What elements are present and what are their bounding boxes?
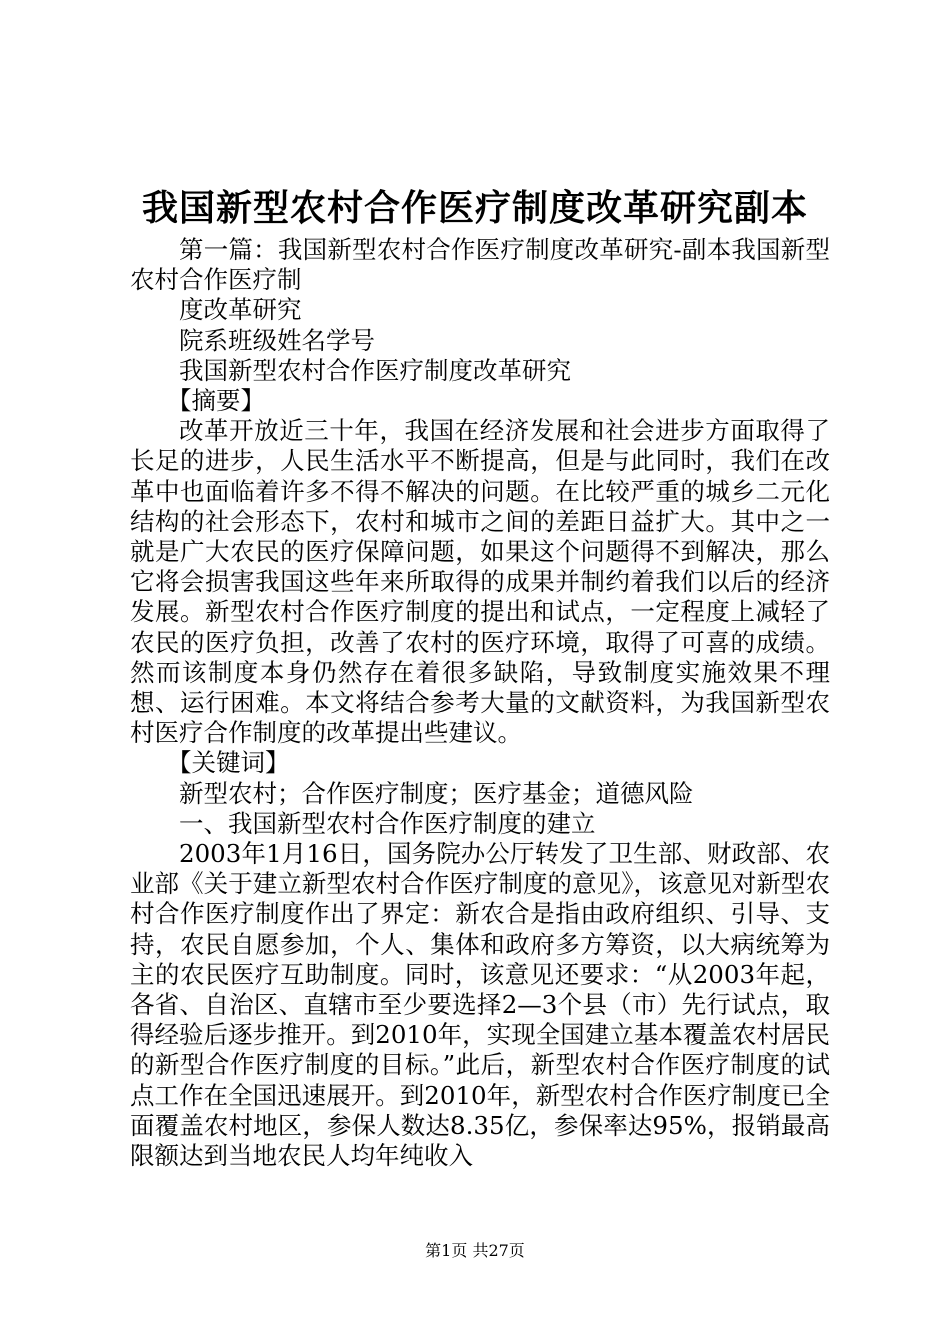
paragraph-subtitle: 我国新型农村合作医疗制度改革研究 [179, 355, 571, 385]
page-footer: 第1页 共27页 [425, 1241, 525, 1260]
document-title: 我国新型农村合作医疗制度改革研究副本 [141, 187, 808, 229]
heading-abstract: 【摘要】 [167, 386, 265, 416]
paragraph-intro: 第一篇：我国新型农村合作医疗制度改革研究-副本我国新型农村合作医疗制 [130, 235, 830, 295]
paragraph-abstract: 改革开放近三十年，我国在经济发展和社会进步方面取得了长足的进步，人民生活水平不断提高，但是与此同时，我们在改革中也面临着许多不得不解决的问题。在比较严重的城乡二元化结构的社会形态下，农村和城市之间的差距日益扩大。其中之一就是广大农民的医疗保障问题，如果这个问题得不到解决，那么它将会损害我国这些年来所取得的成果并制约着我们以后的经济发展。新型农村合作医疗制度的提出和试点，一定程度上减轻了农民的医疗负担，改善了农村的医疗环境，取得了可喜的成绩。然而该制度本身仍然存在着很多缺陷，导致制度实施效果不理想、运行困难。本文将结合参考大量的文献资料，为我国新型农村医疗合作制度的改革提出些建议。 [130, 416, 830, 748]
paragraph-section-1: 2003年1月16日，国务院办公厅转发了卫生部、财政部、农业部《关于建立新型农村合作医疗制度的意见》，该意见对新型农村合作医疗制度作出了界定：新农合是指由政府组织、引导、支持，农民自愿参加，个人、集体和政府多方筹资，以大病统筹为主的农民医疗互助制度。同时，该意见还要求：“从2003年起，各省、自治区、直辖市至少要选择2—3个县（市）先行试点，取得经验后逐步推开。到2010年，实现全国建立基本覆盖农村居民的新型合作医疗制度的目标。”此后，新型农村合作医疗制度的试点工作在全国迅速展开。到2010年，新型农村合作医疗制度已全面覆盖农村地区，参保人数达8.35亿，参保率达95%，报销最高限额达到当地农民人均年纯收入 [130, 839, 830, 1171]
heading-keywords: 【关键词】 [167, 748, 290, 778]
paragraph-author-info: 院系班级姓名学号 [179, 325, 375, 355]
section-heading-1: 一、我国新型农村合作医疗制度的建立 [179, 808, 596, 838]
paragraph-intro-cont: 度改革研究 [179, 295, 302, 325]
document-body [130, 235, 830, 1171]
paragraph-keywords: 新型农村；合作医疗制度；医疗基金；道德风险 [179, 778, 694, 808]
